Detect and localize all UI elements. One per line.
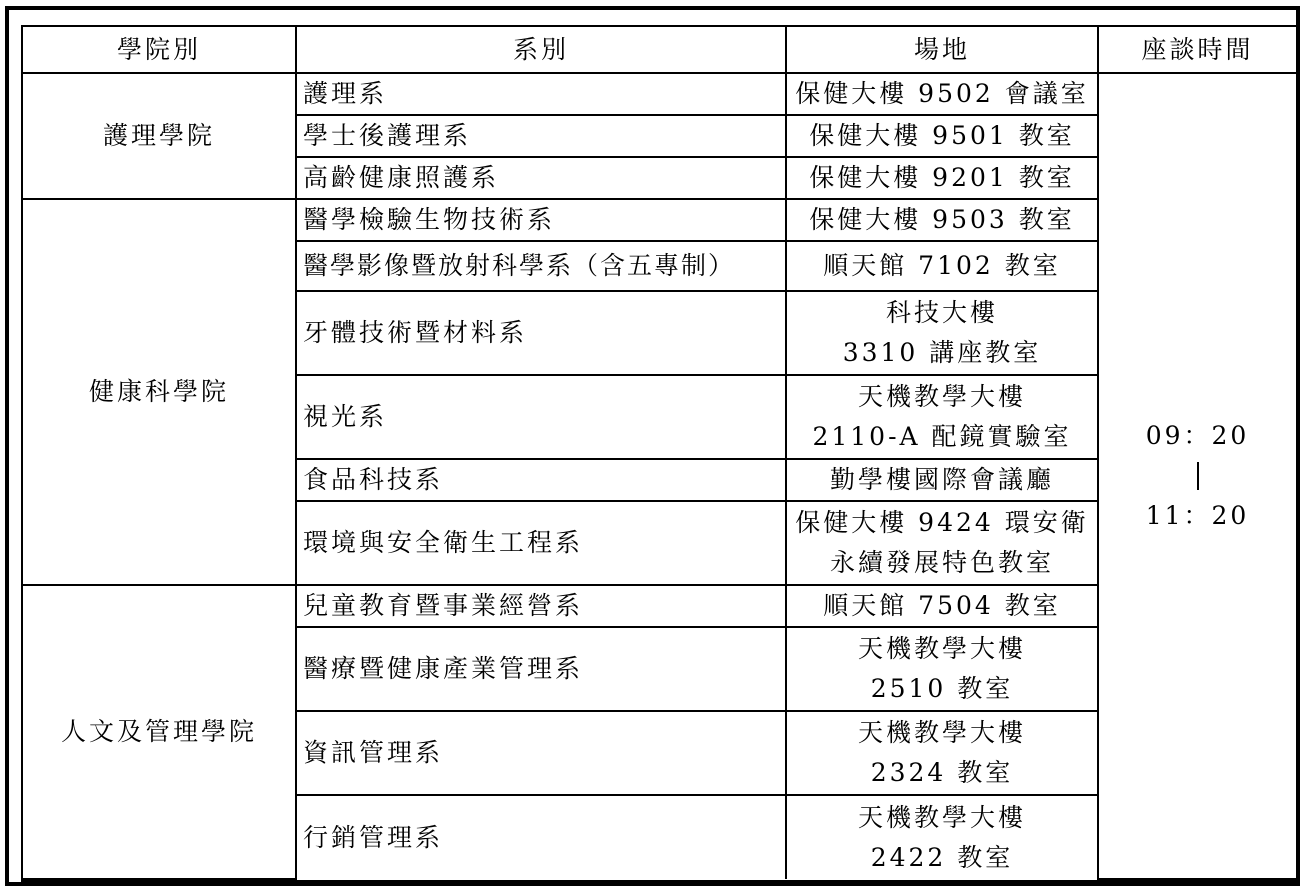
venue-line: 順天館 7102 教室 [823, 251, 1061, 280]
venue-line: 保健大樓 9424 環安衛 [795, 508, 1089, 537]
venue-line: 2110-A 配鏡實驗室 [812, 422, 1072, 451]
department-cell: 食品科技系 [296, 459, 786, 501]
department-cell: 環境與安全衛生工程系 [296, 501, 786, 585]
venue-cell [786, 291, 1098, 375]
venue-line: 天機教學大樓 [857, 718, 1026, 747]
department-cell: 資訊管理系 [296, 711, 786, 795]
header-venue: 場地 [786, 27, 1098, 73]
venue-line: 2510 教室 [870, 674, 1014, 703]
department-cell: 高齡健康照護系 [296, 157, 786, 199]
department-cell: 牙體技術暨材料系 [296, 291, 786, 375]
table-outer-frame [5, 6, 1300, 886]
department-cell: 醫學影像暨放射科學系（含五專制） [296, 241, 786, 291]
venue-cell [786, 711, 1098, 795]
venue-line: 勤學樓國際會議廳 [829, 465, 1054, 494]
header-college: 學院別 [23, 27, 296, 73]
venue-line: 保健大樓 9501 教室 [809, 121, 1075, 150]
venue-cell [786, 199, 1098, 241]
venue-line: 2422 教室 [870, 842, 1014, 872]
table-row [23, 73, 1296, 115]
college-cell: 人文及管理學院 [23, 585, 296, 879]
department-cell: 醫學檢驗生物技術系 [296, 199, 786, 241]
time-range-separator [1197, 462, 1199, 490]
department-cell: 行銷管理系 [296, 795, 786, 879]
venue-line: 永續發展特色教室 [829, 548, 1054, 577]
venue-cell [786, 585, 1098, 627]
department-cell: 醫療暨健康產業管理系 [296, 627, 786, 711]
venue-line: 保健大樓 9502 會議室 [795, 79, 1089, 108]
department-cell: 學士後護理系 [296, 115, 786, 157]
venue-line: 保健大樓 9201 教室 [809, 163, 1075, 192]
college-cell: 護理學院 [23, 73, 296, 199]
venue-line: 天機教學大樓 [857, 382, 1026, 411]
department-cell: 視光系 [296, 375, 786, 459]
header-time: 座談時間 [1098, 27, 1296, 73]
venue-cell [786, 241, 1098, 291]
table-inner-frame [21, 25, 1298, 882]
venue-line: 天機教學大樓 [857, 802, 1026, 832]
time-end: 11：20 [1145, 501, 1250, 530]
venue-cell [786, 795, 1098, 879]
venue-line: 科技大樓 [885, 298, 998, 327]
venue-line: 保健大樓 9503 教室 [809, 205, 1075, 234]
venue-cell [786, 459, 1098, 501]
schedule-table [23, 27, 1296, 880]
venue-cell [786, 501, 1098, 585]
venue-cell [786, 375, 1098, 459]
header-department: 系別 [296, 27, 786, 73]
venue-cell [786, 115, 1098, 157]
venue-line: 順天館 7504 教室 [823, 591, 1061, 620]
department-cell: 兒童教育暨事業經營系 [296, 585, 786, 627]
time-start: 09：20 [1145, 421, 1250, 450]
venue-cell [786, 157, 1098, 199]
venue-cell [786, 73, 1098, 115]
venue-line: 天機教學大樓 [857, 634, 1026, 663]
department-cell: 護理系 [296, 73, 786, 115]
venue-cell [786, 627, 1098, 711]
header-row [23, 27, 1296, 73]
venue-line: 2324 教室 [870, 758, 1014, 787]
venue-line: 3310 講座教室 [842, 338, 1042, 367]
college-cell: 健康科學院 [23, 199, 296, 585]
time-cell [1098, 73, 1296, 879]
